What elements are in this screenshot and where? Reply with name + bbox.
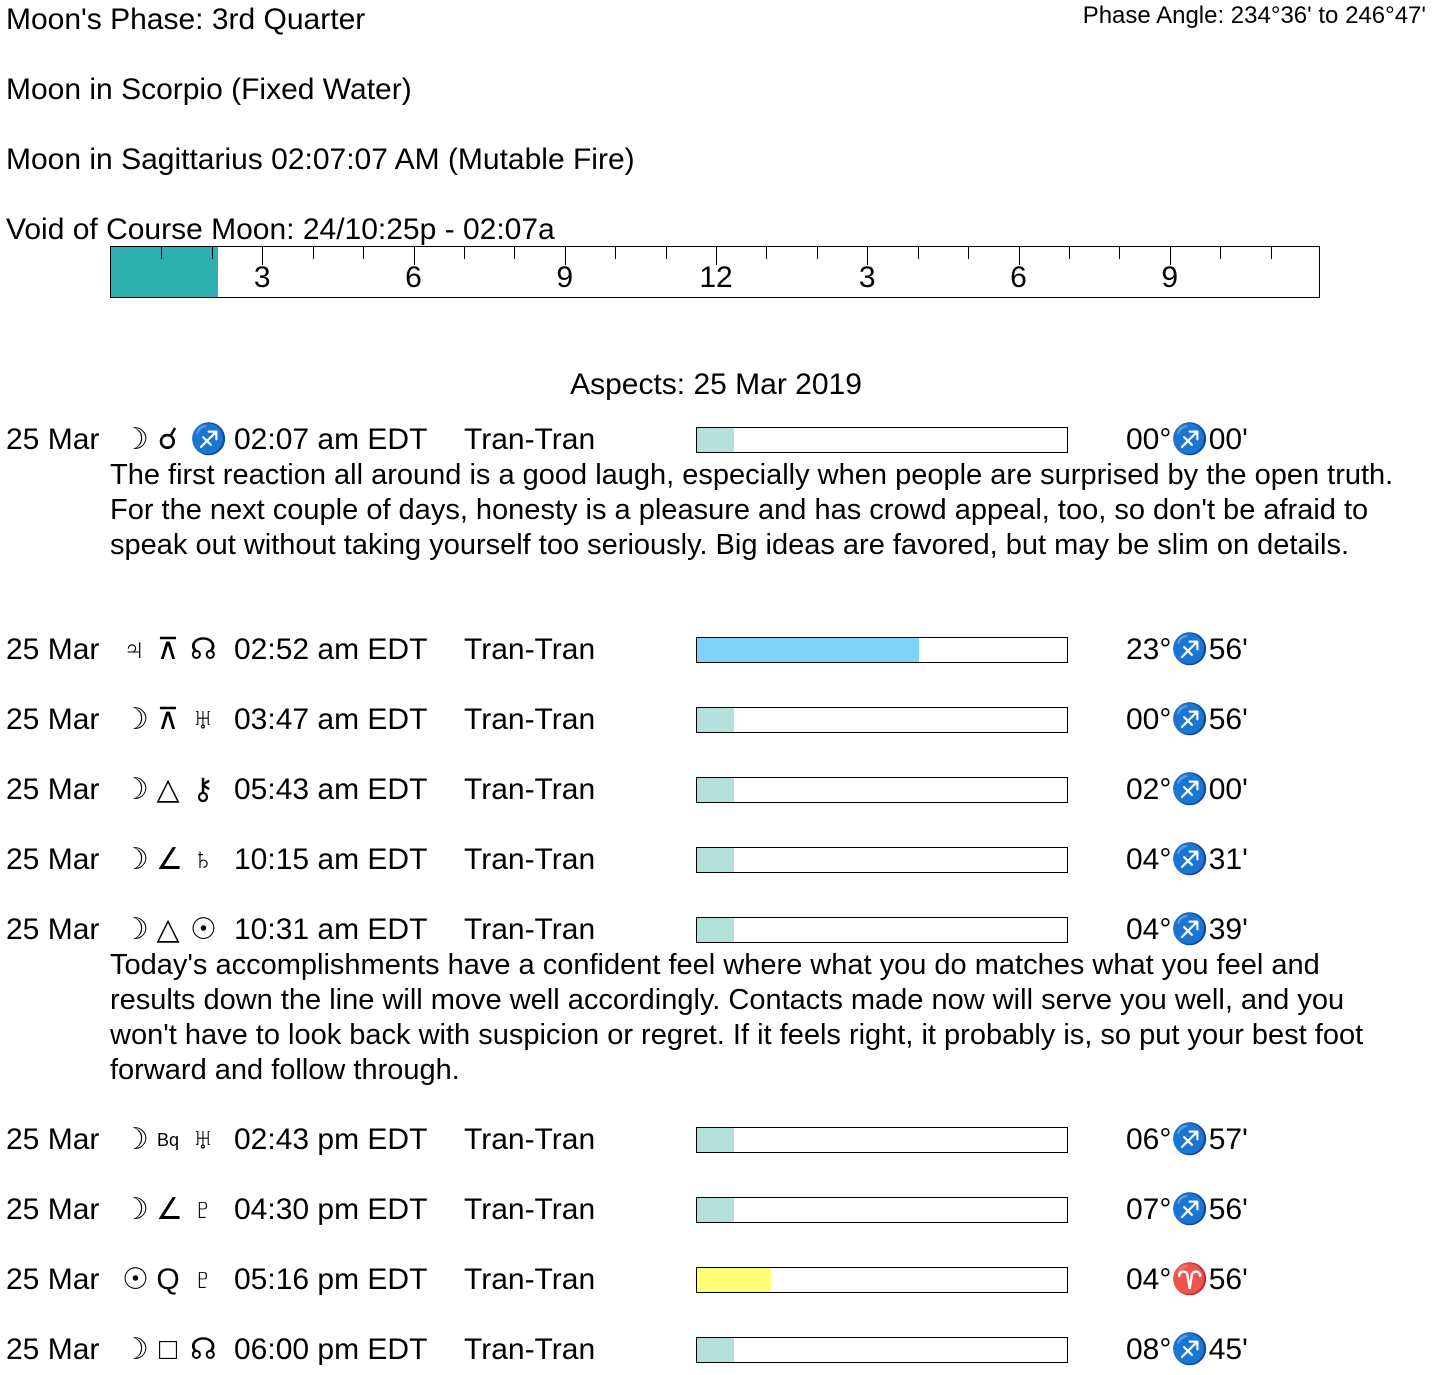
aspect-row [6,772,1426,808]
aspect-row [6,1262,1426,1298]
aspect-glyph: □ [158,1333,178,1366]
aspect-strength-bar [696,1127,1068,1153]
aspect-date: 25 Mar [6,843,100,876]
void-of-course-fill [111,247,218,297]
moon-ingress: Moon in Sagittarius 02:07:07 AM (Mutable Fire) [6,143,635,176]
aspect-strength-fill [697,918,734,942]
planet-2-glyph: ⚷ [192,773,214,806]
aspect-time: 02:43 pm EDT [234,1123,428,1156]
aspect-row [6,912,1426,948]
aspect-strength-fill [697,1338,734,1362]
aspect-interpretation: Today's accomplishments have a confident feel where what you do matches what you feel and results down the line will move well accordingly. Contacts made now will serve you well, and you won't have to look back with suspicion or regret. If it feels right, it probably is, so put your best foot forward and follow through. [110,949,1364,1086]
aspect-row [6,842,1426,878]
aspect-row [6,1332,1426,1368]
aspect-degree: 06°♐57' [1126,1123,1248,1156]
aspect-time: 10:31 am EDT [234,913,428,946]
timeline-tick [666,247,667,259]
aspect-type: Tran-Tran [464,913,596,946]
aspect-time: 10:15 am EDT [234,843,428,876]
planet-1-glyph: ☽ [122,423,149,456]
planet-1-glyph: ♃ [122,633,146,666]
timeline-tick [1271,247,1272,259]
aspect-strength-bar [696,1267,1068,1293]
aspect-type: Tran-Tran [464,423,596,456]
aspect-strength-fill [697,1268,771,1292]
aspect-row [6,632,1426,668]
aspect-type: Tran-Tran [464,703,596,736]
aspect-glyph: Q [156,1263,180,1296]
moon-sign: Moon in Scorpio (Fixed Water) [6,73,412,106]
aspect-date: 25 Mar [6,1123,100,1156]
planet-1-glyph: ☽ [122,773,149,806]
aspect-degree: 00°♐00' [1126,423,1248,456]
timeline-tick [817,247,818,259]
timeline-tick [313,247,314,259]
aspect-glyph: ⊼ [157,633,179,666]
aspect-date: 25 Mar [6,633,100,666]
aspect-degree: 00°♐56' [1126,703,1248,736]
aspect-strength-fill [697,778,734,802]
aspect-glyph: ∠ [156,843,183,876]
aspect-type: Tran-Tran [464,1333,596,1366]
planet-2-glyph: ♇ [191,1263,215,1296]
timeline-hour-label: 9 [1161,261,1179,294]
aspect-date: 25 Mar [6,773,100,806]
aspect-glyph: ☌ [157,423,179,456]
aspect-time: 05:16 pm EDT [234,1263,428,1296]
timeline-tick [615,247,616,259]
aspect-strength-bar [696,917,1068,943]
aspect-type: Tran-Tran [464,1193,596,1226]
aspect-glyph: ∠ [156,1193,183,1226]
aspect-strength-bar [696,777,1068,803]
aspect-degree: 08°♐45' [1126,1333,1248,1366]
timeline-hour-label: 6 [1010,261,1027,294]
aspect-date: 25 Mar [6,703,100,736]
aspect-strength-bar [696,847,1068,873]
timeline-tick [1069,247,1070,259]
aspect-strength-bar [696,1197,1068,1223]
aspect-degree: 07°♐56' [1126,1193,1248,1226]
planet-1-glyph: ☽ [122,703,149,736]
aspect-strength-bar [696,1337,1068,1363]
aspect-strength-fill [697,428,734,452]
aspect-type: Tran-Tran [464,1123,596,1156]
aspect-type: Tran-Tran [464,1263,596,1296]
aspect-degree: 02°♐00' [1126,773,1248,806]
planet-1-glyph: ☽ [122,1123,149,1156]
timeline-hour-label: 3 [858,261,876,294]
aspect-strength-fill [697,708,734,732]
void-of-course: Void of Course Moon: 24/10:25p - 02:07a [6,213,555,246]
timeline-tick [212,247,213,259]
aspect-type: Tran-Tran [464,773,596,806]
aspect-glyph: △ [156,913,180,946]
aspect-strength-fill [697,1198,734,1222]
aspect-glyph: ⊼ [157,703,179,736]
aspect-row [6,1122,1426,1158]
aspect-degree: 04°♈56' [1126,1263,1248,1296]
planet-2-glyph: ♐ [190,423,228,456]
aspect-date: 25 Mar [6,1263,100,1296]
planet-2-glyph: ♇ [191,1193,215,1226]
aspect-type: Tran-Tran [464,633,596,666]
aspect-time: 06:00 pm EDT [234,1333,428,1366]
timeline-tick [464,247,465,259]
planet-2-glyph: ☉ [190,913,217,946]
aspect-row [6,702,1426,738]
timeline-tick [1119,247,1120,259]
aspect-degree: 23°♐56' [1126,633,1248,666]
void-of-course-timeline [110,246,1320,298]
planet-1-glyph: ☽ [122,913,149,946]
planet-2-glyph: ♅ [191,703,215,736]
aspect-date: 25 Mar [6,1333,100,1366]
aspect-row [6,422,1426,458]
aspect-strength-fill [697,848,734,872]
planet-1-glyph: ☽ [122,843,149,876]
aspect-time: 02:52 am EDT [234,633,428,666]
timeline-tick [161,247,162,259]
aspect-row [6,1192,1426,1228]
planet-1-glyph: ☉ [122,1263,149,1296]
aspect-degree: 04°♐31' [1126,843,1248,876]
aspect-date: 25 Mar [6,913,100,946]
timeline-hour-label: 12 [699,261,733,294]
aspects-title: Aspects: 25 Mar 2019 [570,368,862,401]
timeline-tick [918,247,919,259]
planet-2-glyph: ♅ [191,1123,215,1156]
aspect-strength-bar [696,427,1068,453]
aspect-glyph: Bq [156,1130,180,1150]
timeline-tick [968,247,969,259]
timeline-tick [766,247,767,259]
aspect-time: 02:07 am EDT [234,423,428,456]
moon-phase: Moon's Phase: 3rd Quarter [6,3,366,36]
aspect-date: 25 Mar [6,1193,100,1226]
aspect-degree: 04°♐39' [1126,913,1248,946]
timeline-hour-label: 6 [405,261,422,294]
planet-2-glyph: ♄ [191,843,215,876]
timeline-hour-label: 9 [556,261,574,294]
aspect-time: 04:30 pm EDT [234,1193,428,1226]
aspect-time: 05:43 am EDT [234,773,428,806]
planet-1-glyph: ☽ [122,1193,149,1226]
planet-2-glyph: ☊ [190,633,217,666]
aspect-strength-fill [697,638,919,662]
aspect-strength-bar [696,707,1068,733]
timeline-tick [1220,247,1221,259]
aspect-type: Tran-Tran [464,843,596,876]
planet-1-glyph: ☽ [122,1333,149,1366]
phase-angle: Phase Angle: 234°36' to 246°47' [1082,2,1426,29]
aspect-interpretation: The first reaction all around is a good laugh, especially when people are surprised by the open truth. For the next couple of days, honesty is a pleasure and has crowd appeal, too, so don't be afraid to speak out without taking yourself too seriously. Big ideas are favored, but may be slim on details. [110,459,1394,561]
timeline-hour-label: 3 [253,261,271,294]
aspect-time: 03:47 am EDT [234,703,428,736]
aspect-date: 25 Mar [6,423,100,456]
aspect-strength-bar [696,637,1068,663]
planet-2-glyph: ☊ [190,1333,217,1366]
timeline-tick [363,247,364,259]
aspect-strength-fill [697,1128,734,1152]
aspect-glyph: △ [156,773,180,806]
timeline-tick [514,247,515,259]
